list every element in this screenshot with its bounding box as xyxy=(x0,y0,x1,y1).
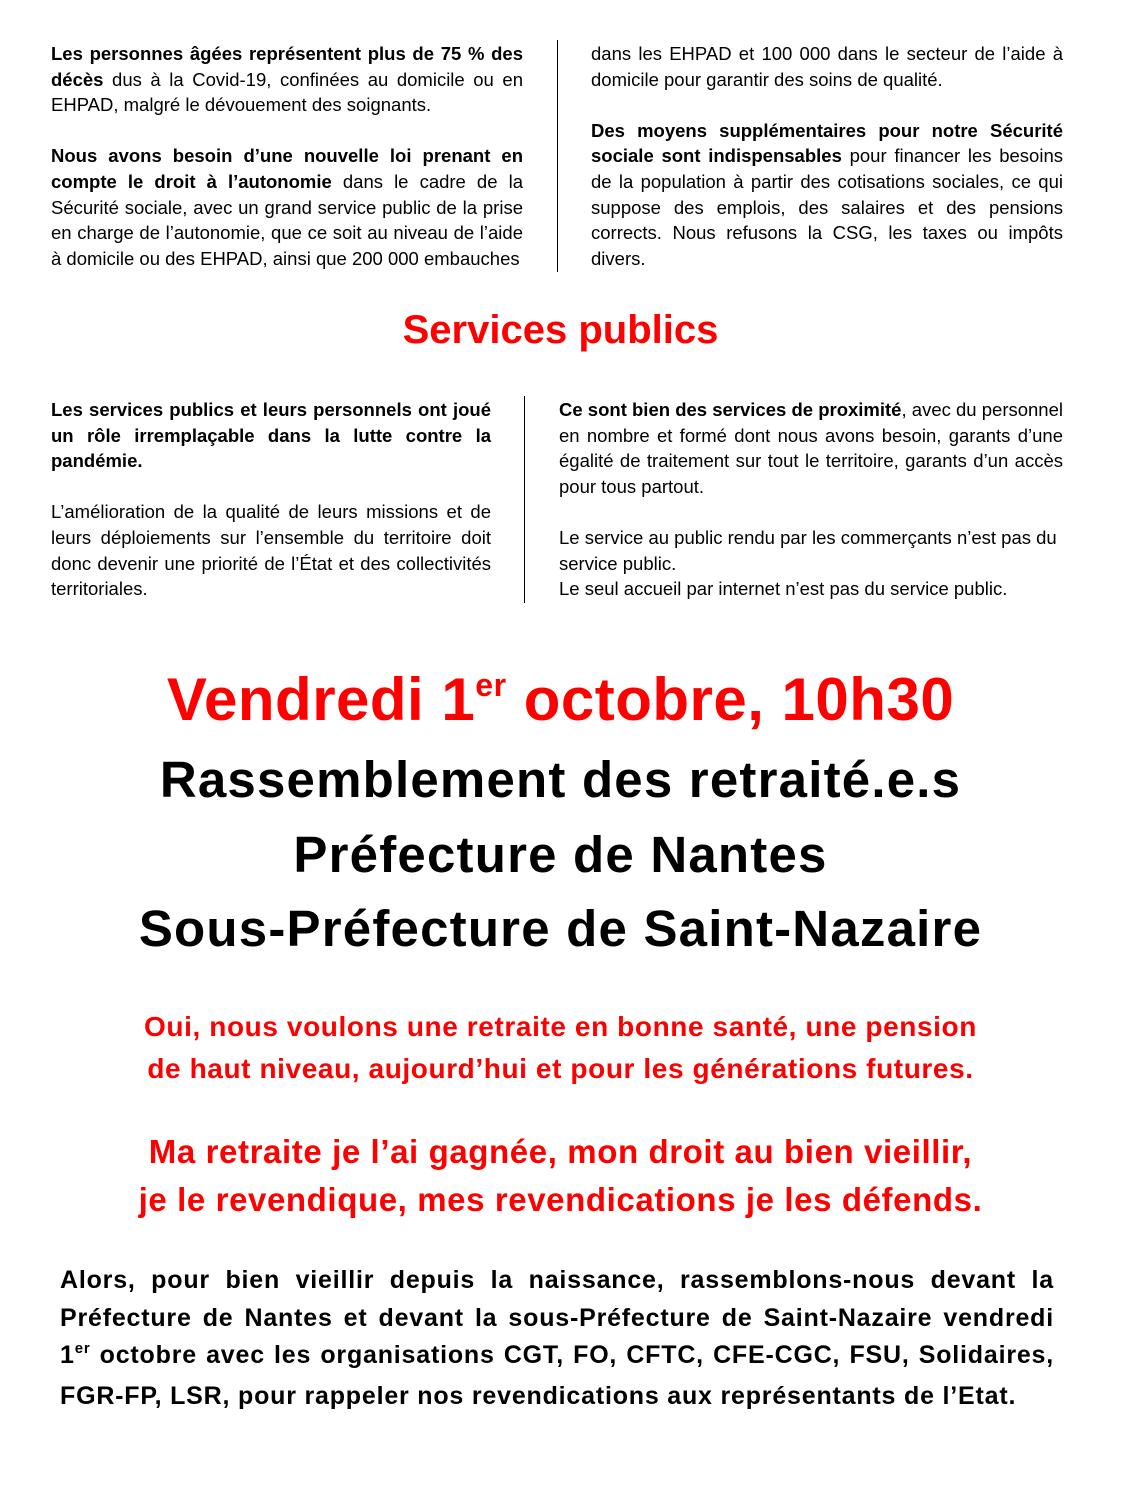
services-column-divider xyxy=(524,396,525,603)
slogan-retraite-sante: Oui, nous voulons une retraite en bonne santé, une pension de haut niveau, aujourd’hui et pour les générations futures. xyxy=(144,1011,977,1084)
slogan-ma-retraite: Ma retraite je l’ai gagnée, mon droit au bien vieillir, je le revendique, mes revendications je les défends. xyxy=(138,1133,983,1218)
services-right-column xyxy=(559,397,1063,602)
rally-location-saint-nazaire: Sous-Préfecture de Saint-Nazaire xyxy=(138,900,983,957)
services-right-paragraph-2: Le service au public rendu par les commerçants n’est pas du service public. Le seul accueil par internet n’est pas du service public. xyxy=(559,526,1057,600)
event-date: Vendredi 1er octobre, 10h30 xyxy=(166,666,955,733)
services-publics-heading: Services publics xyxy=(402,308,719,352)
closing-call-to-action: Alors, pour bien vieillir depuis la naissance, rassemblons-nous devant la Préfecture de Nantes et devant la sous-Préfecture de Saint-Nazaire vendredi 1er octobre avec les organisations CGT, FO, CFTC, CFE-CGC, FSU, Solidaires, FGR-FP, LSR, pour rappeler nos revendications aux représentants de l’Etat. xyxy=(60,1266,1054,1410)
rally-location-nantes: Préfecture de Nantes xyxy=(293,826,828,883)
services-left-column xyxy=(51,397,491,602)
services-left-paragraph-1: Les services publics et leurs personnels ont joué un rôle irremplaçable dans la lutte contre la pandémie. xyxy=(51,399,491,472)
top-left-paragraph-2: Nous avons besoin d’une nouvelle loi prenant en compte le droit à l’autonomie dans le cadre de la Sécurité sociale, avec un grand service public de la prise en charge de l’autonomie, que ce soit au niveau de l’aide à domicile ou des EHPAD, ainsi que 200 000 embauches xyxy=(51,145,523,269)
top-right-paragraph-1: dans les EHPAD et 100 000 dans le secteur de l’aide à domicile pour garantir des soins de qualité. xyxy=(591,43,1063,90)
services-right-paragraph-1: Ce sont bien des services de proximité, avec du personnel en nombre et formé dont nous avons besoin, garants d’une égalité de traitement sur tout le territoire, garants d’un accès pour tous partout. xyxy=(559,399,1063,497)
services-left-paragraph-2: L’amélioration de la qualité de leurs missions et de leurs déploiements sur l’ensemble du territoire doit donc devenir une priorité de l’État et des collectivités territoriales. xyxy=(51,501,491,600)
top-left-column xyxy=(51,41,523,271)
top-right-column xyxy=(591,41,1063,271)
rally-title: Rassemblement des retraité.e.s xyxy=(159,751,962,808)
top-column-divider xyxy=(557,40,558,272)
top-right-paragraph-2: Des moyens supplémentaires pour notre Sécurité sociale sont indispensables pour financer les besoins de la population à partir des cotisations sociales, ce qui suppose des emplois, des salaires et des pensions corrects. Nous refusons la CSG, les taxes ou impôts divers. xyxy=(591,119,1063,269)
top-left-paragraph-1: Les personnes âgées représentent plus de 75 % des décès dus à la Covid-19, confinées au domicile ou en EHPAD, malgré le dévouement des soignants. xyxy=(51,43,523,116)
